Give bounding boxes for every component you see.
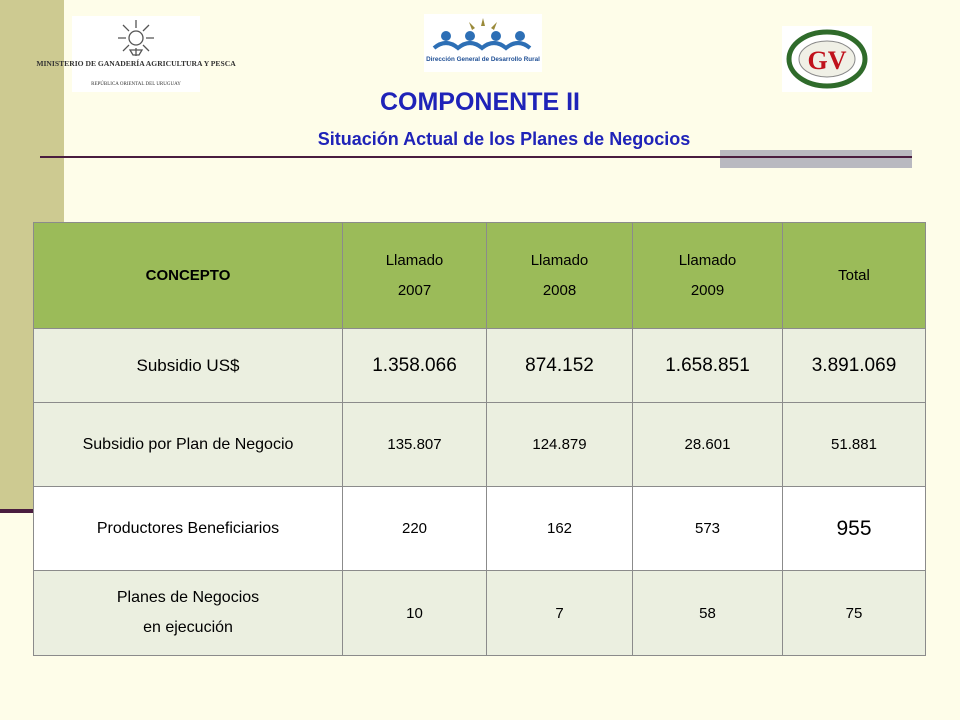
mgap-logo bbox=[36, 16, 236, 92]
cell-total: 955 bbox=[783, 487, 926, 571]
cell-total: 51.881 bbox=[783, 403, 926, 487]
cell-2008: 7 bbox=[487, 571, 633, 656]
gv-logo-text: GV bbox=[807, 46, 847, 75]
title-rule bbox=[40, 156, 720, 158]
header-concepto: CONCEPTO bbox=[34, 223, 343, 329]
cell-2009: 58 bbox=[633, 571, 783, 656]
row-concept: Subsidio US$ bbox=[34, 329, 343, 403]
cell-2007: 1.358.066 bbox=[343, 329, 487, 403]
cell-2007: 220 bbox=[343, 487, 487, 571]
cell-2008: 874.152 bbox=[487, 329, 633, 403]
header-llamado-2008: Llamado 2008 bbox=[487, 223, 633, 329]
header-llamado-2009: Llamado 2009 bbox=[633, 223, 783, 329]
table-row bbox=[34, 571, 926, 656]
table-header-row bbox=[34, 223, 926, 329]
table-row bbox=[34, 403, 926, 487]
cell-2009: 573 bbox=[633, 487, 783, 571]
table-row bbox=[34, 329, 926, 403]
decor-grey-block bbox=[720, 150, 912, 168]
mgap-logo-text: MINISTERIO DE GANADERÍA AGRICULTURA Y PESCA bbox=[36, 59, 236, 68]
title-rule-right bbox=[720, 156, 912, 158]
gv-logo bbox=[782, 26, 872, 92]
page-subtitle: Situación Actual de los Planes de Negocios bbox=[317, 129, 691, 149]
row-concept: Productores Beneficiarios bbox=[34, 487, 343, 571]
row-concept: Planes de Negocios en ejecución bbox=[34, 571, 343, 656]
cell-2008: 162 bbox=[487, 487, 633, 571]
dgdr-logo bbox=[424, 14, 542, 72]
cell-total: 3.891.069 bbox=[783, 329, 926, 403]
row-concept: Subsidio por Plan de Negocio bbox=[34, 403, 343, 487]
cell-2008: 124.879 bbox=[487, 403, 633, 487]
cell-2007: 10 bbox=[343, 571, 487, 656]
dgdr-logo-text: Dirección General de Desarrollo Rural bbox=[426, 56, 540, 63]
cell-2009: 1.658.851 bbox=[633, 329, 783, 403]
header-llamado-2007: Llamado 2007 bbox=[343, 223, 487, 329]
page-title: COMPONENTE II bbox=[379, 88, 580, 116]
cell-2009: 28.601 bbox=[633, 403, 783, 487]
cell-total: 75 bbox=[783, 571, 926, 656]
mgap-logo-subtext: REPÚBLICA ORIENTAL DEL URUGUAY bbox=[91, 82, 181, 87]
table-row bbox=[34, 487, 926, 571]
header-total: Total bbox=[783, 223, 926, 329]
cell-2007: 135.807 bbox=[343, 403, 487, 487]
plans-table bbox=[33, 222, 926, 656]
